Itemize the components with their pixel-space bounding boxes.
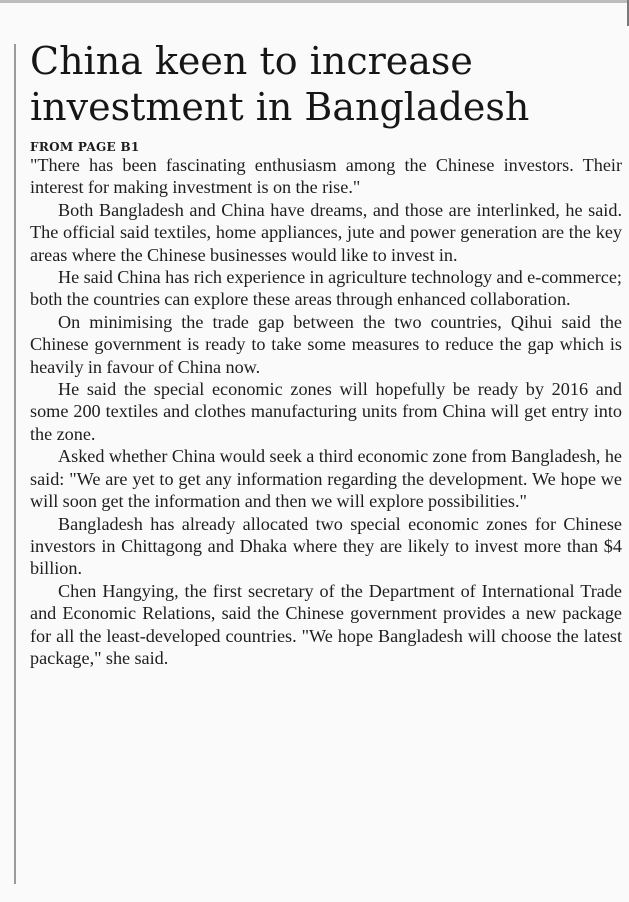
column-rule-left [14,44,16,884]
paragraph-quote: "There has been fascinating enthusiasm among the Chinese investors. Their interest for making investment is on the rise." [30,155,622,198]
top-rule [0,0,629,3]
paragraph: Chen Hangying, the first secretary of the Department of International Trade and Economic Relations, said the Chinese government provides a new package for all the least-developed countries. "We hope Bangladesh will choose the latest package," she said. [30,580,622,668]
article [30,38,622,669]
headline [30,38,622,130]
continuation-kicker: FROM PAGE B1 [30,140,140,154]
paragraph: He said the special economic zones will hopefully be ready by 2016 and some 200 textiles and clothes manufacturing units from China will get entry into the zone. [30,379,622,444]
paragraph: Asked whether China would seek a third economic zone from Bangladesh, he said: "We are yet to get any information regarding the development. We hope we will soon get the information and then we will explore possibilities." [30,446,622,512]
paragraph: Bangladesh has already allocated two special economic zones for Chinese investors in Chittagong and Dhaka where they are likely to invest more than $4 billion. [30,513,622,579]
headline-line-2: investment in Bangladesh [30,85,530,129]
headline-line-1: China keen to increase [30,39,473,83]
paragraph: Both Bangladesh and China have dreams, and those are interlinked, he said. The official said textiles, home appliances, jute and power generation are the key areas where the Chinese businesses would like to invest in. [30,199,622,265]
paragraph: On minimising the trade gap between the two countries, Qihui said the Chinese government is ready to take some measures to reduce the gap which is heavily in favour of China now. [30,311,622,377]
paragraph: He said China has rich experience in agriculture technology and e-commerce; both the countries can explore these areas through enhanced collaboration. [30,267,622,310]
article-body [30,154,622,669]
